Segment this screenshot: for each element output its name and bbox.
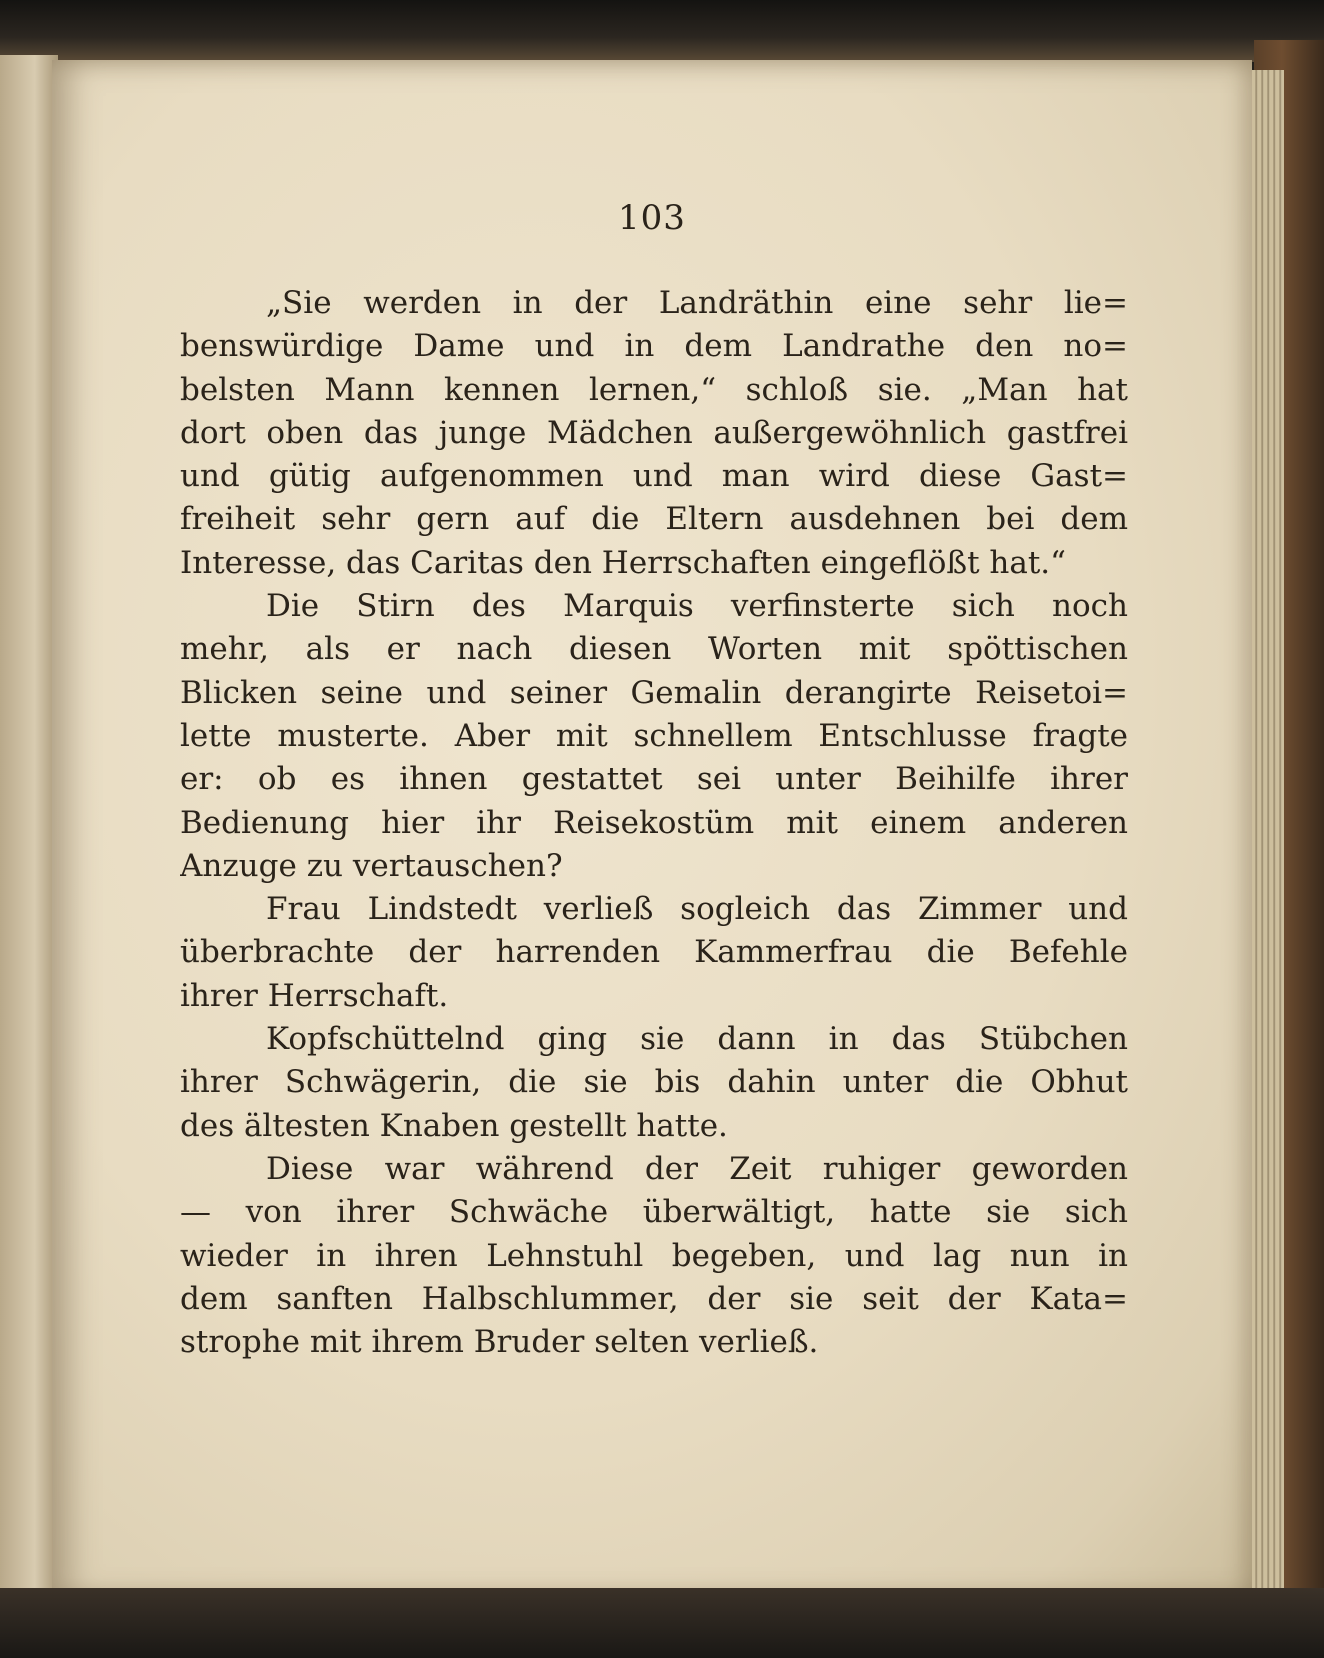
text-line: er: ob es ihnen gestattet sei unter Beihilfe ihrer (180, 761, 1128, 798)
text-line: Bedienung hier ihr Reisekostüm mit einem anderen (180, 804, 1128, 841)
text-line: des ältesten Knaben gestellt hatte. (180, 1107, 728, 1144)
text-line: Blicken seine und seiner Gemalin derangirte Reisetoi= (180, 674, 1128, 711)
text-line: Frau Lindstedt verließ sogleich das Zimmer und (266, 891, 1128, 928)
text-line: ihrer Herrschaft. (180, 977, 449, 1014)
text-line: wieder in ihren Lehnstuhl begeben, und lag nun in (180, 1237, 1128, 1274)
text-line: benswürdige Dame und in dem Landrathe den no= (180, 328, 1128, 365)
text-line: Die Stirn des Marquis verfinsterte sich noch (266, 588, 1128, 625)
book-page (52, 60, 1252, 1600)
page-number: 103 (618, 198, 686, 238)
text-line: Anzuge zu vertauschen? (180, 847, 563, 884)
text-line: „Sie werden in der Landräthin eine sehr lie= (266, 285, 1128, 321)
text-line: freiheit sehr gern auf die Eltern ausdehnen bei dem (180, 501, 1128, 538)
book-bottom-edge (0, 1588, 1324, 1658)
text-line: — von ihrer Schwäche überwältigt, hatte sie sich (180, 1194, 1128, 1231)
body-text (180, 282, 1128, 1364)
book-cover-top (0, 0, 1324, 62)
text-line: dort oben das junge Mädchen außergewöhnlich gastfrei (180, 414, 1128, 451)
text-line: dem sanften Halbschlummer, der sie seit der Kata= (180, 1280, 1128, 1317)
text-line: Interesse, das Caritas den Herrschaften eingeflößt hat.“ (180, 544, 1066, 581)
text-line: belsten Mann kennen lernen,“ schloß sie. „Man hat (180, 371, 1128, 408)
text-line: ihrer Schwägerin, die sie bis dahin unter die Obhut (180, 1064, 1128, 1101)
left-page-edge (0, 55, 58, 1595)
text-line: strophe mit ihrem Bruder selten verließ. (180, 1324, 819, 1361)
text-line: mehr, als er nach diesen Worten mit spöttischen (180, 631, 1128, 668)
text-line: lette musterte. Aber mit schnellem Entschlusse fragte (180, 717, 1128, 754)
text-line: überbrachte der harrenden Kammerfrau die Befehle (180, 934, 1128, 971)
text-line: Diese war während der Zeit ruhiger geworden (266, 1150, 1128, 1187)
text-line: Kopfschüttelnd ging sie dann in das Stübchen (266, 1021, 1128, 1058)
text-line: und gütig aufgenommen und man wird diese Gast= (180, 458, 1128, 495)
